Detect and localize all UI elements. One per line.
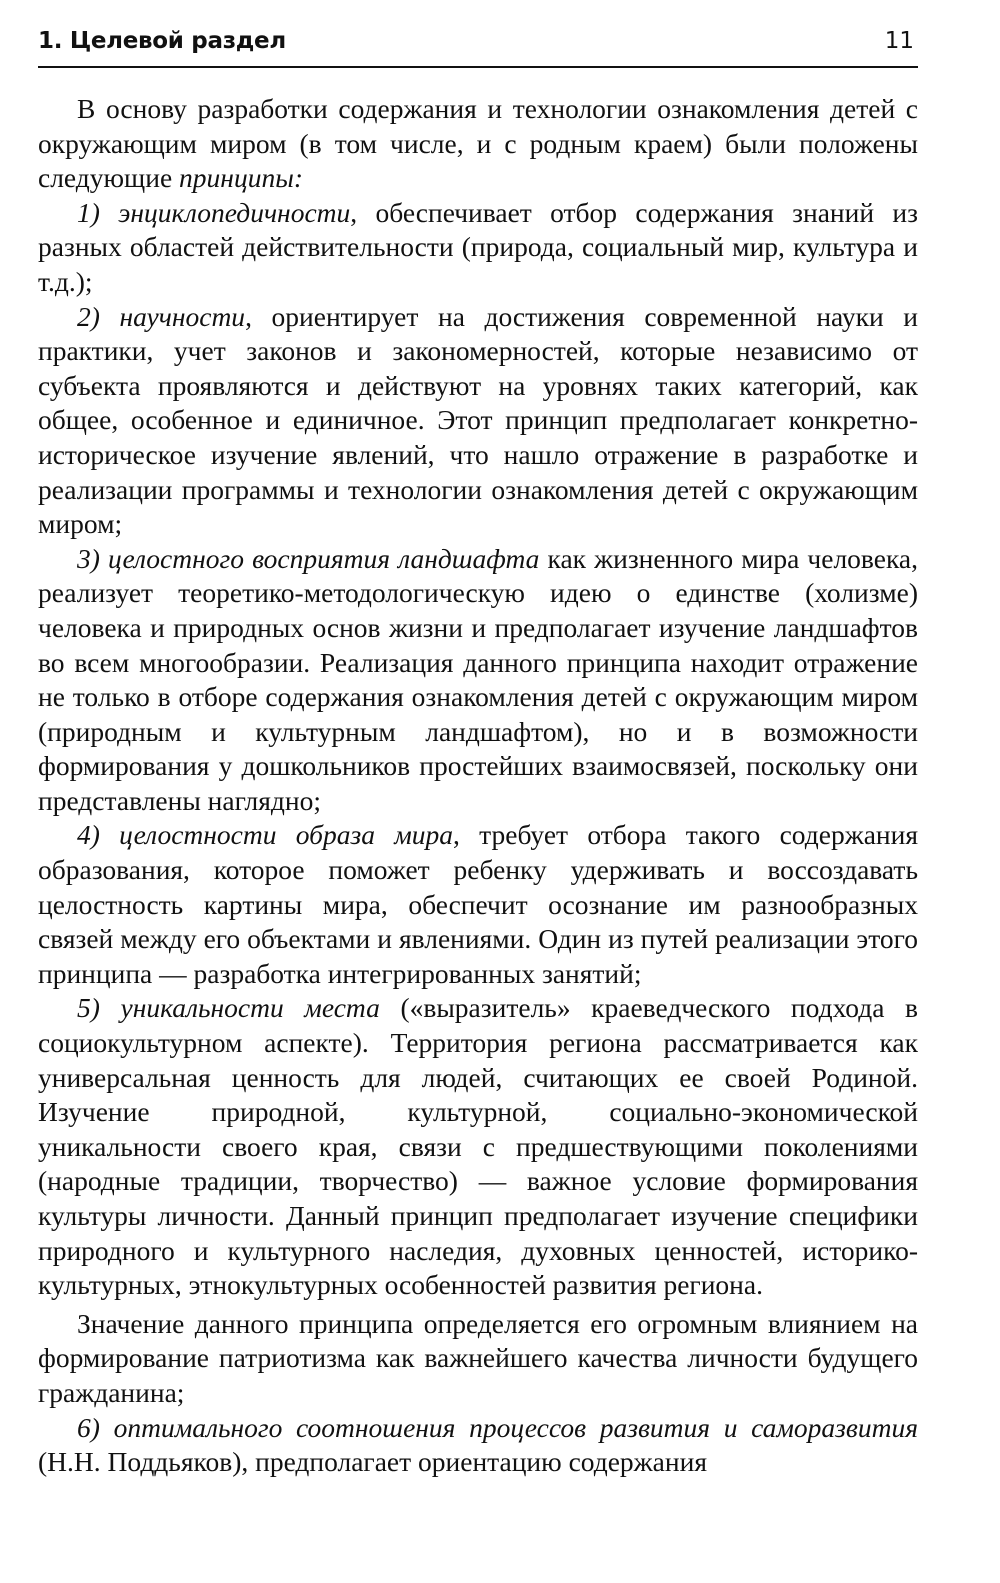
principle-name: 3) целостного восприятия ландшафта [77, 542, 540, 574]
section-title: 1. Целевой раздел [38, 28, 286, 54]
principle-name: 2) научности [77, 300, 246, 332]
principle-text: , требует отбора такого содержания образования, которое поможет ребенку удерживать и воссоздавать целостность картины мира, обеспечит осознание им разнообразных связей между его объектами и явлениями. Один из путей реализации этого принципа — разработка интегрированных занятий; [38, 819, 918, 989]
significance-paragraph: Значение данного принципа определяется его огромным влиянием на формирование патриотизма как важнейшего качества личности будущего гражданина; [38, 1307, 918, 1408]
principle-name: 6) оптимального соотношения процессов развития и саморазвития [77, 1411, 918, 1443]
principle-2 [38, 300, 918, 542]
page-body [38, 92, 918, 1480]
principle-text: («выразитель» краеведческого подхода в социокультурном аспекте). Территория региона рассматривается как универсальная ценность для людей, считающих ее своей Родиной. Изучение природной, культурной, социально-экономической уникальности своего края, связи с предшествующими поколениями (народные традиции, творчество) — важное условие формирования культуры личности. Данный принцип предполагает изучение специфики природного и культурного наследия, духовных ценностей, историко-культурных, этнокультурных особенностей развития региона. [38, 992, 918, 1301]
principle-6 [38, 1411, 918, 1480]
principle-4 [38, 818, 918, 991]
running-header [38, 26, 918, 68]
principle-text: как жизненного мира человека, реализует теоретико-методологическую идею о единстве (холизме) человека и природных основ жизни и предполагает изучение ландшафтов во всем многообразии. Реализация данного принципа находит отражение не только в отборе содержания ознакомления детей с окружающим миром (природным и культурным ландшафтом), но и в возможности формирования у дошкольников простейших взаимосвязей, поскольку они представлены наглядно; [38, 542, 918, 816]
intro-paragraph [38, 92, 918, 196]
principle-text: , обеспечивает отбор содержания знаний из разных областей действительности (природа, социальный мир, культура и т.д.); [38, 196, 918, 297]
principle-1 [38, 196, 918, 300]
principle-5 [38, 991, 918, 1302]
principle-3 [38, 542, 918, 819]
page-number: 11 [884, 28, 914, 54]
principle-text: (Н.Н. Поддьяков), предполагает ориентацию содержания [38, 1446, 707, 1478]
principle-name: 4) целостности образа мира [77, 819, 454, 851]
principle-name: 1) энциклопедичности [77, 196, 351, 228]
intro-emphasis: принципы: [179, 162, 303, 194]
intro-text: В основу разработки содержания и технологии ознакомления детей с окружающим миром (в том числе, и с родным краем) были положены следующие [38, 93, 918, 194]
principle-text: , ориентирует на достижения современной науки и практики, учет законов и закономерностей, которые независимо от субъекта проявляются и действуют на уровнях таких категорий, как общее, особенное и единичное. Этот принцип предполагает конкретно-историческое изучение явлений, что нашло отражение в разработке и реализации программы и технологии ознакомления детей с окружающим миром; [38, 300, 918, 540]
principle-name: 5) уникальности места [77, 992, 380, 1024]
